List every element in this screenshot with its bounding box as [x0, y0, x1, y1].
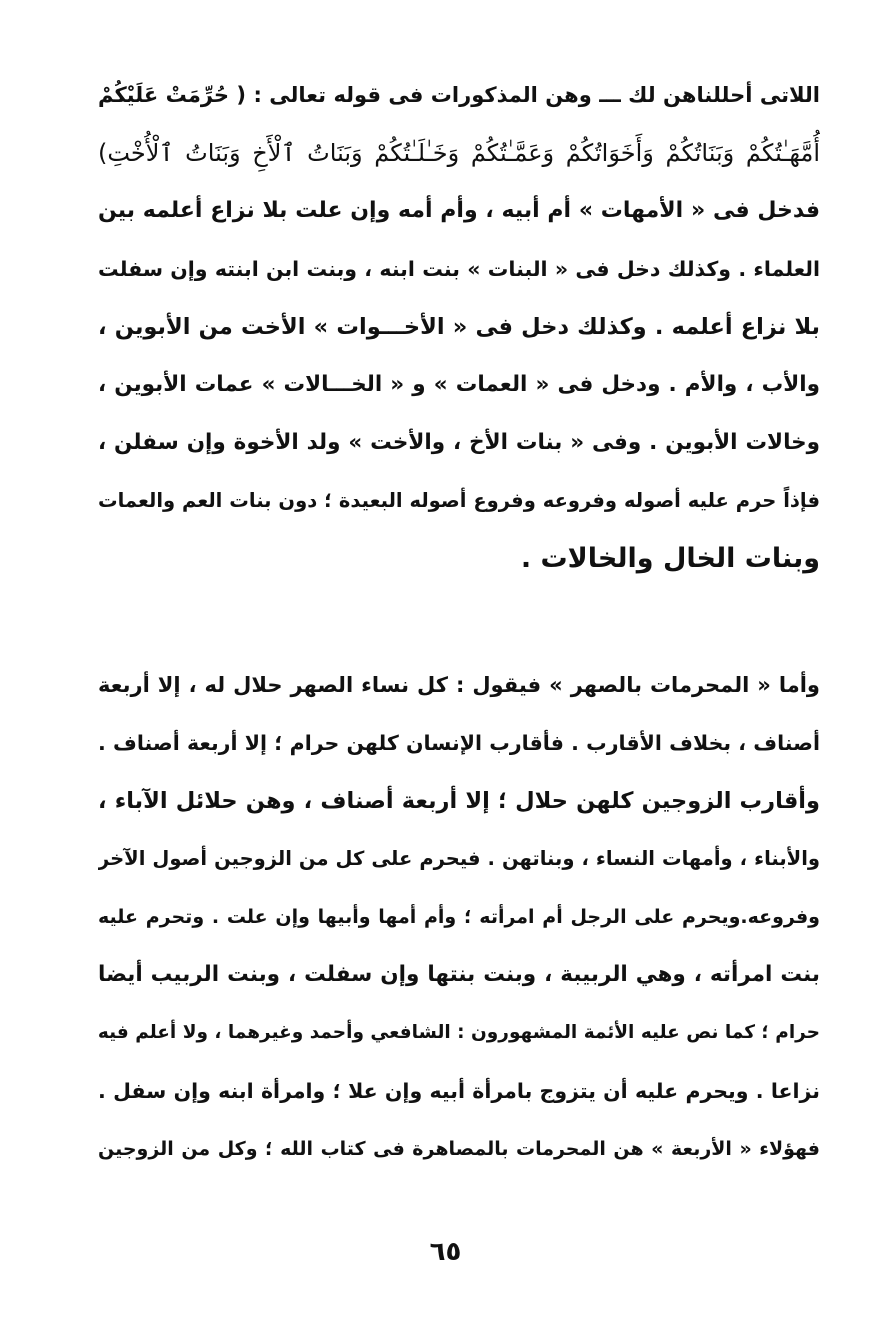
text-line: وأما « المحرمات بالصهر » فيقول : كل نساء الصهر حلال له ، إلا أربعة [98, 673, 820, 697]
text-line: وبنات الخال والخالات . [520, 543, 820, 574]
paragraph-2 [98, 656, 820, 1178]
paragraph-1 [98, 66, 820, 588]
quran-verse-line: أُمَّهَـٰتُكُمْ وَبَنَاتُكُمْ وَأَخَوَاتُكُمْ وَعَمَّـٰتُكُمْ وَخَـٰلَـٰتُكُمْ وَبَنَاتُ ٱلْأَخِ وَبَنَاتُ ٱلْأُخْتِ) [98, 139, 820, 167]
text-line: والأب ، والأم . ودخل فى « العمات » و « الخـــالات » عمات الأبوين ، [98, 372, 820, 397]
text-line: فهؤلاء « الأربعة » هن المحرمات بالمصاهرة فى كتاب الله ؛ وكل من الزوجين [98, 1138, 820, 1160]
text-line: وخالات الأبوين . وفى « بنات الأخ ، والأخت » ولد الأخوة وإن سفلن ، [98, 430, 820, 455]
page-number: ٦٥ [429, 1237, 462, 1267]
text-line: اللاتى أحللناهن لك ـــ وهن المذكورات فى قوله تعالى : ( حُرِّمَتْ عَلَيْكُمْ [98, 83, 820, 107]
text-line: حرام ؛ كما نص عليه الأئمة المشهورون : الشافعي وأحمد وغيرهما ، ولا أعلم فيه [98, 1022, 820, 1043]
text-line: فدخل فى « الأمهات » أم أبيه ، وأم أمه وإن علت بلا نزاع أعلمه بين [98, 198, 820, 223]
text-line: بنت امرأته ، وهي الربيبة ، وبنت بنتها وإن سفلت ، وبنت الربيب أيضا [98, 962, 820, 987]
text-line: العلماء . وكذلك دخل فى « البنات » بنت ابنه ، وبنت ابن ابنته وإن سفلت [98, 257, 820, 281]
text-line: وأقارب الزوجين كلهن حلال ؛ إلا أربعة أصناف ، وهن حلائل الآباء ، [98, 788, 820, 814]
text-line: بلا نزاع أعلمه . وكذلك دخل فى « الأخـــوات » الأخت من الأبوين ، [98, 314, 820, 340]
text-line: فإذاً حرم عليه أصوله وفروعه وفروع أصوله البعيدة ؛ دون بنات العم والعمات [98, 489, 820, 512]
text-line: أصناف ، بخلاف الأقارب . فأقارب الإنسان كلهن حرام ؛ إلا أربعة أصناف . [98, 731, 820, 755]
text-line: نزاعا . ويحرم عليه أن يتزوج بامرأة أبيه وإن علا ؛ وامرأة ابنه وإن سفل . [98, 1079, 820, 1103]
text-line: والأبناء ، وأمهات النساء ، وبناتهن . فيحرم على كل من الزوجين أصول الآخر [98, 847, 820, 870]
text-line: وفروعه.ويحرم على الرجل أم امرأته ؛ وأم أمها وأبيها وإن علت . وتحرم عليه [98, 906, 820, 928]
